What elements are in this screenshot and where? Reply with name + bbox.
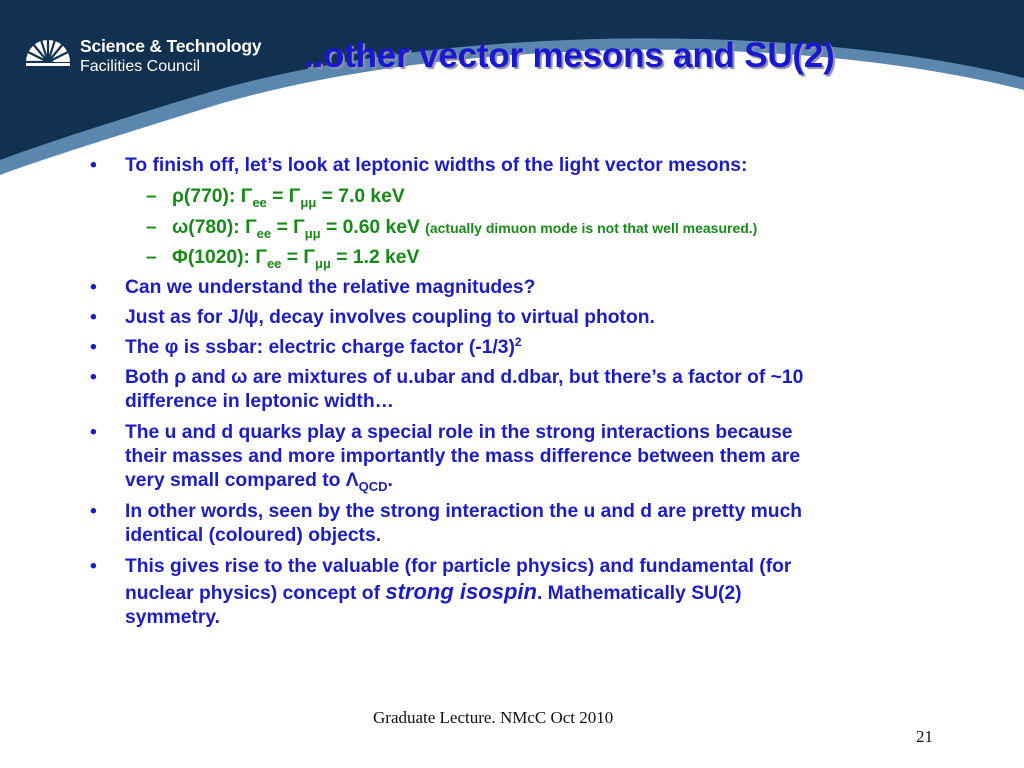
omega-note: (actually dimuon mode is not that well measured.) (425, 220, 758, 236)
bullet-text-mixtures-line1: Both ρ and ω are mixtures of u.ubar and d.dbar, but there’s a factor of ~10 (125, 367, 804, 388)
org-name-line2: Facilities Council (80, 58, 201, 75)
strong-isospin-emphasis: strong isospin (385, 579, 537, 604)
bullet-marker: • (90, 337, 97, 358)
bullet-text-ud-quarks-line1: The u and d quarks play a special role in the strong interactions because (125, 422, 793, 443)
bullet-text-virtual-photon: Just as for J/ψ, decay involves coupling to virtual photon. (125, 307, 655, 328)
bullet-marker: • (90, 501, 97, 522)
bullet-text-ud-quarks-line2: their masses and more importantly the mass difference between them are (125, 446, 801, 467)
bullet-text-other-words-line2: identical (coloured) objects. (125, 525, 382, 546)
bullet-marker: • (90, 155, 97, 176)
stfc-logo (22, 22, 262, 82)
bullet-text-relative-magnitudes: Can we understand the relative magnitudes? (125, 277, 536, 298)
sunburst-icon (22, 26, 74, 78)
sub-bullet-marker: – (146, 186, 157, 207)
bullet-text-mixtures-line2: difference in leptonic width… (125, 391, 394, 412)
bullet-text-phi-charge: The φ is ssbar: electric charge factor $(-1/3)^2$ (125, 335, 522, 358)
bullet-text-other-words-line1: In other words, seen by the strong interaction the u and d are pretty much (125, 501, 803, 522)
bullet-marker: • (90, 422, 97, 443)
sub-bullet-phi: Φ(1020): $\Gamma_{ee} = \Gamma_{\mu\mu} = 1.2$ keV (172, 247, 420, 271)
sub-bullet-marker: – (146, 217, 157, 238)
sub-bullet-rho: ρ(770): $\Gamma_{ee} = \Gamma_{\mu\mu} = 7.0$ keV (172, 186, 405, 210)
bullet-marker: • (90, 307, 97, 328)
bullet-text-isospin-line3: symmetry. (125, 607, 221, 628)
bullet-text-isospin-line2: nuclear physics) concept of strong isospin. Mathematically SU(2) (125, 579, 742, 604)
slide-title: ..other vector mesons and SU(2) (304, 36, 835, 75)
bullet-text-ud-quarks-line3: very small compared to $\Lambda_{QCD}$. (125, 470, 393, 494)
sub-bullet-omega: ω(780): $\Gamma_{ee} = \Gamma_{\mu\mu} = 0.60$ keV (actually dimuon mode is not that well measured.) (172, 217, 758, 241)
bullet-text-leptonic-widths: To finish off, let’s look at leptonic widths of the light vector mesons: (125, 155, 748, 176)
page-number: 21 (916, 727, 933, 746)
bullet-marker: • (90, 367, 97, 388)
bullet-text-isospin-line1: This gives rise to the valuable (for particle physics) and fundamental (for (125, 556, 792, 577)
bullet-marker: • (90, 277, 97, 298)
footer-text: Graduate Lecture. NMcC Oct 2010 (373, 708, 614, 727)
bullet-marker: • (90, 556, 97, 577)
org-name-line1: Science & Technology (80, 36, 262, 56)
sub-bullet-marker: – (146, 247, 157, 268)
